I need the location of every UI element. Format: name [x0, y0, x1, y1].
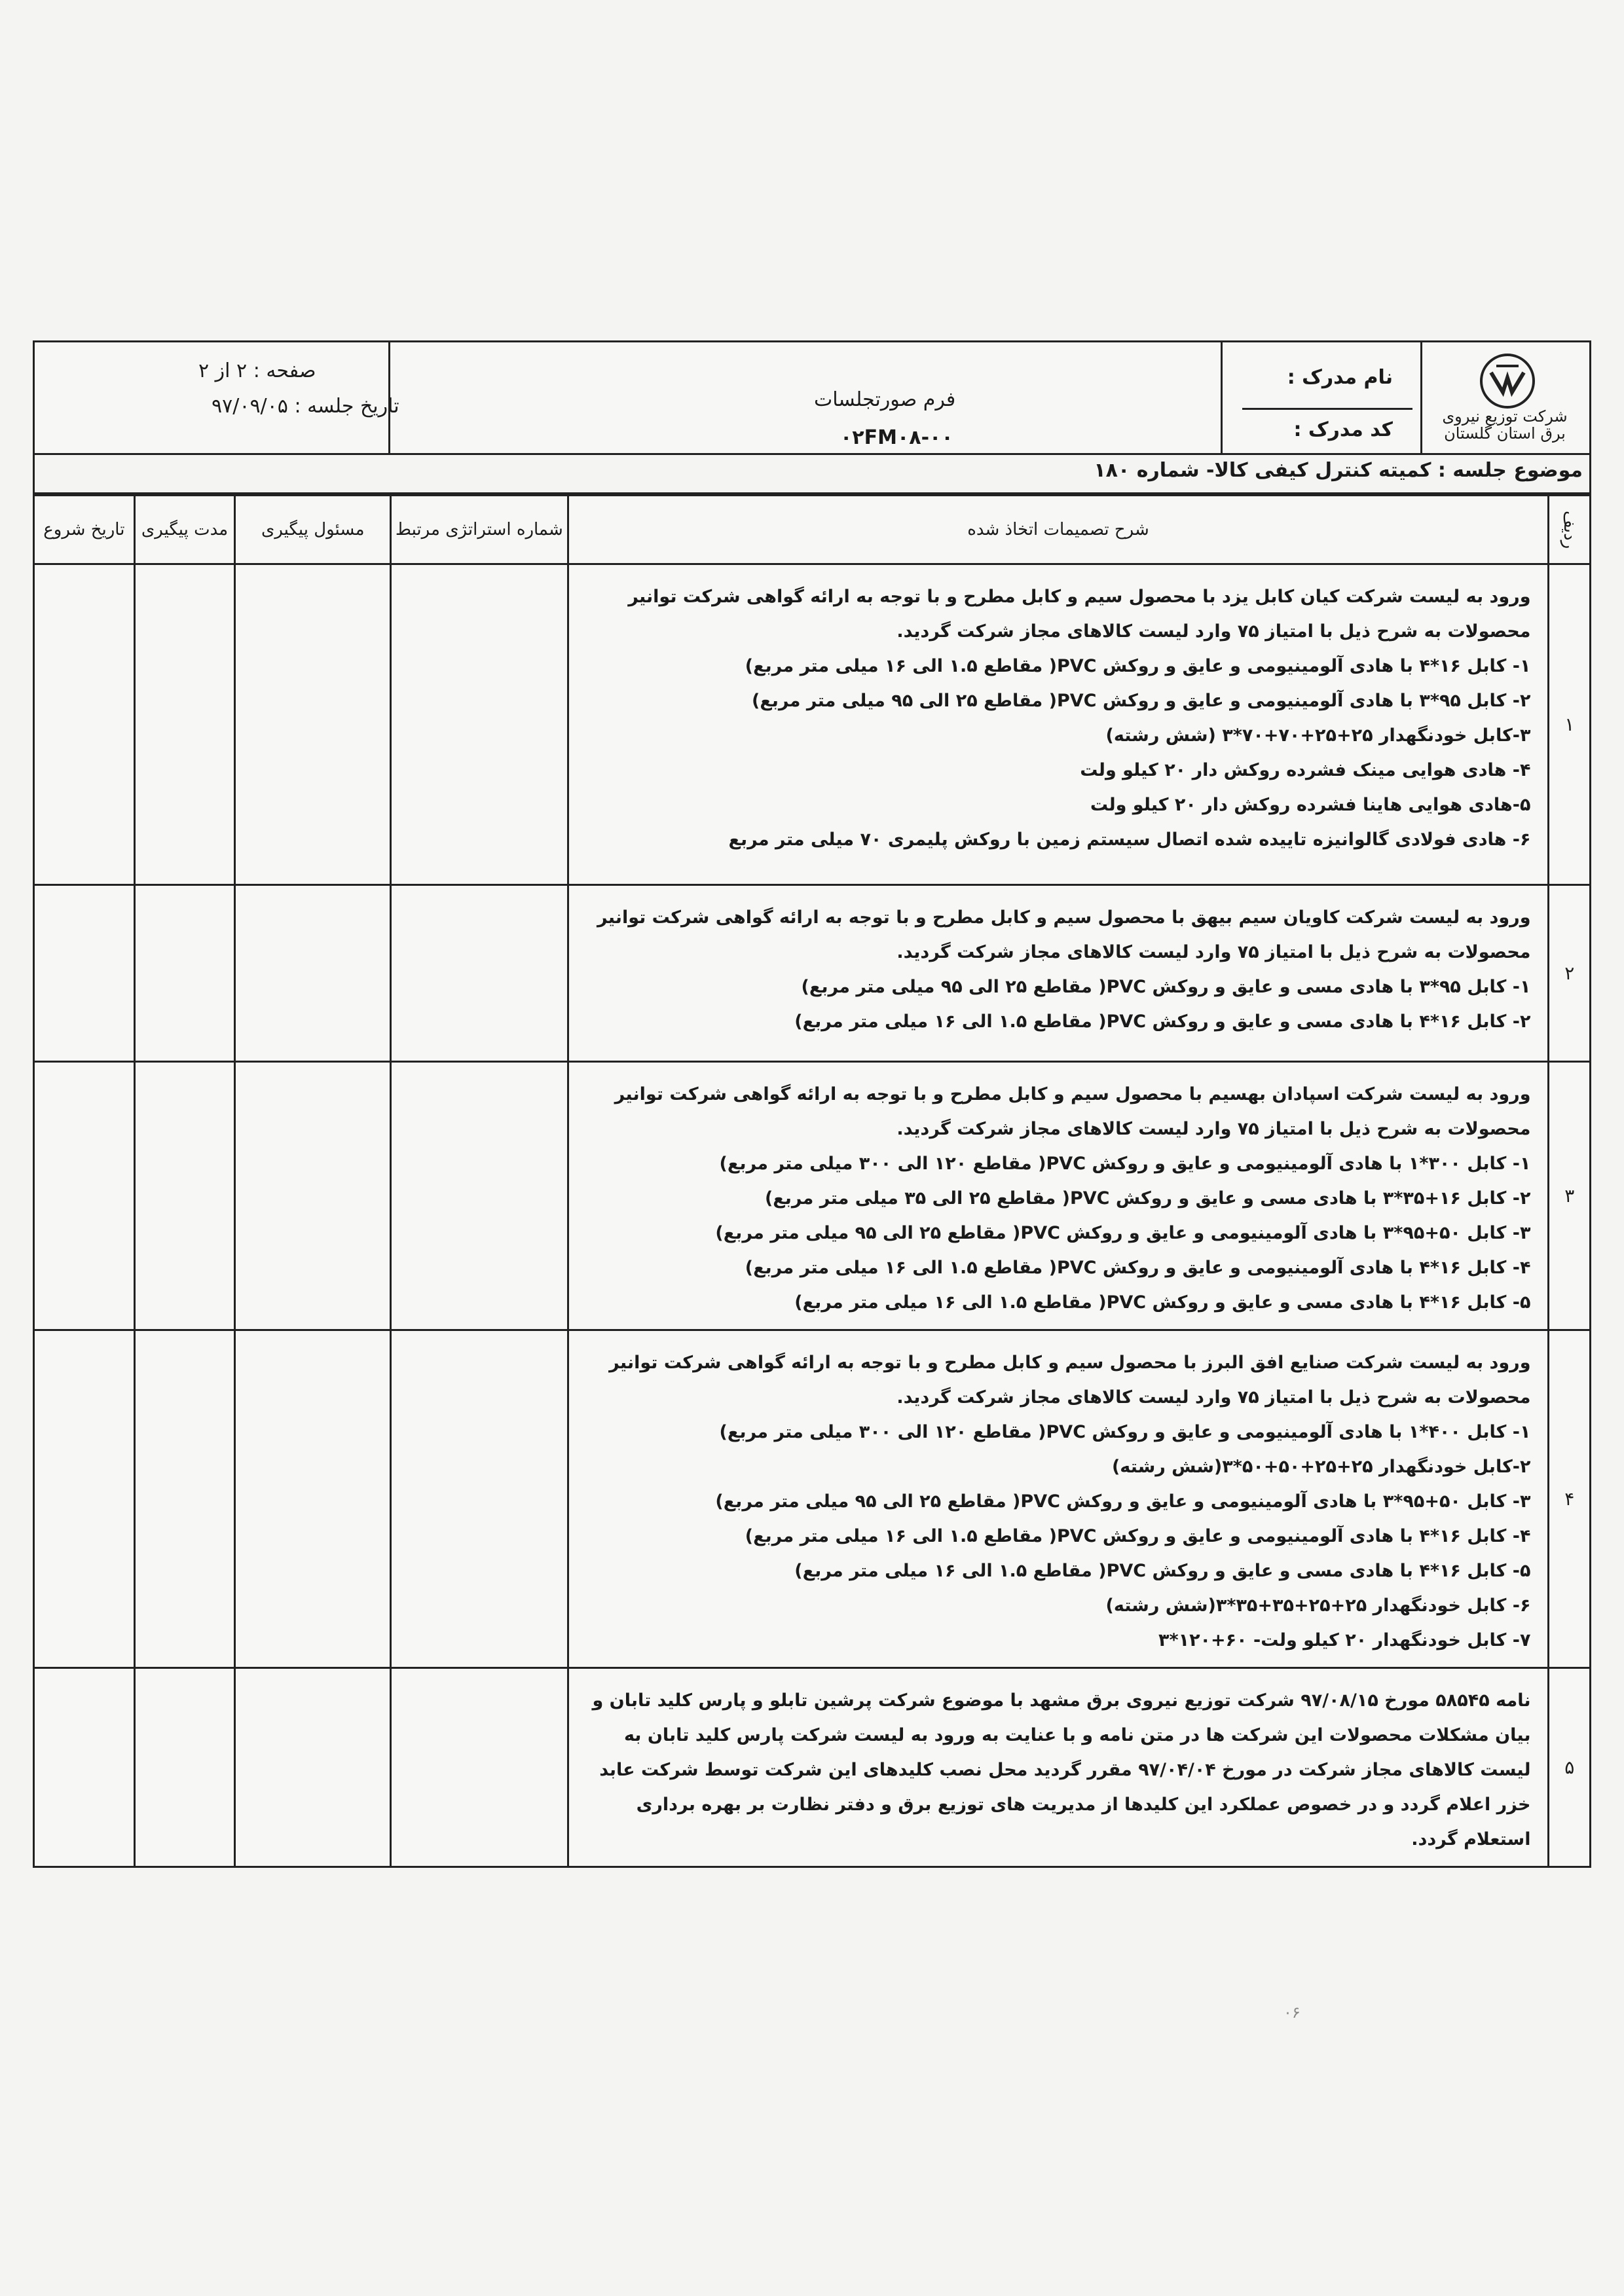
- start-date-cell: [34, 564, 135, 885]
- responsible-cell: [235, 1330, 391, 1668]
- col-responsible: مسئول پیگیری: [235, 496, 391, 564]
- duration-cell: [134, 885, 235, 1062]
- decision-text: [568, 885, 1549, 1062]
- start-date-cell: [34, 885, 135, 1062]
- responsible-cell: [235, 564, 391, 885]
- decision-item: ۱- کابل ۴۰۰*۱ با هادی آلومینیومی و عایق و روکش PVC( مقاطع ۱۲۰ الی ۳۰۰ میلی متر مربع): [719, 1422, 1531, 1442]
- strategy-cell: [391, 1062, 568, 1330]
- decision-item: ۳- کابل ۵۰+۹۵*۳ با هادی آلومینیومی و عایق و روکش PVC( مقاطع ۲۵ الی ۹۵ میلی متر مربع): [715, 1223, 1531, 1243]
- decision-item: ۷- کابل خودنگهدار ۲۰ کیلو ولت- ۶۰+۱۲۰*۳: [1158, 1630, 1531, 1650]
- header-divider: [1420, 342, 1422, 453]
- table-row: [34, 1330, 1591, 1668]
- start-date-cell: [34, 1668, 135, 1867]
- form-code: ۰۲FM۰۸-۰۰: [840, 426, 953, 449]
- decision-item: ۶- کابل خودنگهدار ۲۵+۲۵+۳۵+۳۵*۳(شش رشته): [1105, 1595, 1531, 1616]
- duration-cell: [134, 1062, 235, 1330]
- row-number: ۱: [1549, 564, 1591, 885]
- doc-code-label: کد مدرک :: [1293, 418, 1393, 441]
- company-name: شرکت توزیع نیروی برق استان گلستان: [1442, 407, 1568, 443]
- decision-item: ۵- کابل ۱۶*۴ با هادی مسی و عایق و روکش PVC( مقاطع ۱.۵ الی ۱۶ میلی متر مربع): [794, 1561, 1531, 1581]
- responsible-cell: [235, 1062, 391, 1330]
- decision-item: ۵-هادی هوایی هاینا فشرده روکش دار ۲۰ کیلو ولت: [1090, 795, 1531, 815]
- decision-text: [568, 1330, 1549, 1668]
- decision-text: [568, 1668, 1549, 1867]
- strategy-cell: [391, 564, 568, 885]
- decision-text: [568, 1062, 1549, 1330]
- table-row: [34, 564, 1591, 885]
- form-header: [33, 340, 1591, 455]
- meeting-subject: موضوع جلسه : کمیته کنترل کیفی کالا- شماره ۱۸۰: [33, 455, 1591, 494]
- strategy-cell: [391, 885, 568, 1062]
- document-sheet: [33, 340, 1591, 1868]
- duration-cell: [134, 564, 235, 885]
- responsible-cell: [235, 885, 391, 1062]
- decision-item: ۴- کابل ۱۶*۴ با هادی آلومینیومی و عایق و روکش PVC( مقاطع ۱.۵ الی ۱۶ میلی متر مربع): [745, 1526, 1531, 1546]
- doc-name-label: نام مدرک :: [1287, 366, 1393, 389]
- decision-item: ۲- کابل ۱۶+۳۵*۳ با هادی مسی و عایق و روکش PVC( مقاطع ۲۵ الی ۳۵ میلی متر مربع): [764, 1188, 1531, 1209]
- duration-cell: [134, 1668, 235, 1867]
- duration-cell: [134, 1330, 235, 1668]
- decision-item: ۱- کابل ۳۰۰*۱ با هادی آلومینیومی و عایق و روکش PVC( مقاطع ۱۲۰ الی ۳۰۰ میلی متر مربع): [719, 1154, 1531, 1174]
- col-decisions: شرح تصمیمات اتخاذ شده: [568, 496, 1549, 564]
- decision-item: ۱- کابل ۱۶*۴ با هادی آلومینیومی و عایق و روکش PVC( مقاطع ۱.۵ الی ۱۶ میلی متر مربع): [745, 656, 1531, 676]
- table-row: [34, 1668, 1591, 1867]
- decision-intro: ورود به لیست شرکت صنایع افق البرز با محصول سیم و کابل مطرح و با توجه به ارائه گواهی شرکت توانیر محصولات به شرح ذیل با امتیاز ۷۵ وارد لیست کالاهای مجاز شرکت گردید.: [609, 1353, 1531, 1408]
- decision-item: ۳- کابل ۵۰+۹۵*۳ با هادی آلومینیومی و عایق و روکش PVC( مقاطع ۲۵ الی ۹۵ میلی متر مربع): [715, 1491, 1531, 1512]
- doc-separator: [1242, 408, 1412, 410]
- company-logo-block: [1422, 342, 1589, 453]
- decision-item: ۳-کابل خودنگهدار ۲۵+۲۵+۷۰+۷۰*۳ (شش رشته): [1105, 725, 1531, 746]
- col-duration: مدت پیگیری: [134, 496, 235, 564]
- decision-item: ۶- هادی فولادی گالوانیزه تاییده شده اتصال سیستم زمین با روکش پلیمری ۷۰ میلی متر مربع: [728, 829, 1531, 850]
- row-number: ۴: [1549, 1330, 1591, 1668]
- table-row: [34, 1062, 1591, 1330]
- decision-intro: ورود به لیست شرکت کیان کابل یزد با محصول سیم و کابل مطرح و با توجه به ارائه گواهی شرکت توانیر محصولات به شرح ذیل با امتیاز ۷۵ وارد لیست کالاهای مجاز شرکت گردید.: [628, 587, 1531, 642]
- col-radif: ردیف: [1549, 496, 1591, 564]
- row-number: ۳: [1549, 1062, 1591, 1330]
- responsible-cell: [235, 1668, 391, 1867]
- decision-intro: ورود به لیست شرکت اسپادان بهسیم با محصول سیم و کابل مطرح و با توجه به ارائه گواهی شرکت توانیر محصولات به شرح ذیل با امتیاز ۷۵ وارد لیست کالاهای مجاز شرکت گردید.: [614, 1084, 1531, 1139]
- row-number: ۲: [1549, 885, 1591, 1062]
- strategy-cell: [391, 1668, 568, 1867]
- company-logo-icon: [1478, 352, 1537, 410]
- decision-text: [568, 564, 1549, 885]
- start-date-cell: [34, 1062, 135, 1330]
- col-start-date: تاریخ شروع: [34, 496, 135, 564]
- meeting-date: تاریخ جلسه : ۹۷/۰۹/۰۵: [212, 395, 399, 418]
- decision-item: ۵- کابل ۱۶*۴ با هادی مسی و عایق و روکش PVC( مقاطع ۱.۵ الی ۱۶ میلی متر مربع): [794, 1292, 1531, 1313]
- decision-item: ۴- هادی هوایی مینک فشرده روکش دار ۲۰ کیلو ولت: [1080, 760, 1531, 780]
- page-info: صفحه : ۲ از ۲: [198, 359, 316, 382]
- decisions-body: [34, 564, 1591, 1867]
- decision-item: ۲- کابل ۱۶*۴ با هادی مسی و عایق و روکش PVC( مقاطع ۱.۵ الی ۱۶ میلی متر مربع): [794, 1011, 1531, 1032]
- decision-item: ۴- کابل ۱۶*۴ با هادی آلومینیومی و عایق و روکش PVC( مقاطع ۱.۵ الی ۱۶ میلی متر مربع): [745, 1258, 1531, 1278]
- table-row: [34, 885, 1591, 1062]
- strategy-cell: [391, 1330, 568, 1668]
- decision-item: ۲-کابل خودنگهدار ۲۵+۲۵+۵۰+۵۰*۳(شش رشته): [1111, 1457, 1531, 1477]
- decisions-table: [33, 494, 1591, 1868]
- header-divider: [1221, 342, 1223, 453]
- decision-item: ۲- کابل ۹۵*۳ با هادی آلومینیومی و عایق و روکش PVC( مقاطع ۲۵ الی ۹۵ میلی متر مربع): [751, 691, 1531, 711]
- decision-intro: ورود به لیست شرکت کاویان سیم بیهق با محصول سیم و کابل مطرح و با توجه به ارائه گواهی شرکت توانیر محصولات به شرح ذیل با امتیاز ۷۵ وارد لیست کالاهای مجاز شرکت گردید.: [597, 907, 1531, 962]
- form-title: فرم صورتجلسات: [814, 388, 956, 411]
- start-date-cell: [34, 1330, 135, 1668]
- row-number: ۵: [1549, 1668, 1591, 1867]
- decision-item: ۱- کابل ۹۵*۳ با هادی مسی و عایق و روکش PVC( مقاطع ۲۵ الی ۹۵ میلی متر مربع): [801, 977, 1531, 997]
- col-strategy: شماره استراتژی مرتبط: [391, 496, 568, 564]
- decision-intro: نامه ۵۸۵۴۵ مورخ ۹۷/۰۸/۱۵ شرکت توزیع نیروی برق مشهد با موضوع شرکت پرشین تابلو و پارس کلید تابان و بیان مشکلات محصولات این شرکت ها در متن نامه و با عنایت به ورود به لیست شرکت پارس کلید تابان به لیست کالاهای مجاز شرکت در مورخ ۹۷/۰۴/۰۴ مقرر گردید محل نصب کلیدهای این شرکت توسط شرکت عابد خزر اعلام گردد و در خصوص عملکرد این کلیدها از مدیریت های توزیع برق و دفتر نظارت بر بهره برداری استعلام گردد.: [592, 1690, 1531, 1850]
- page-mark: ۰۶: [1283, 2003, 1301, 2022]
